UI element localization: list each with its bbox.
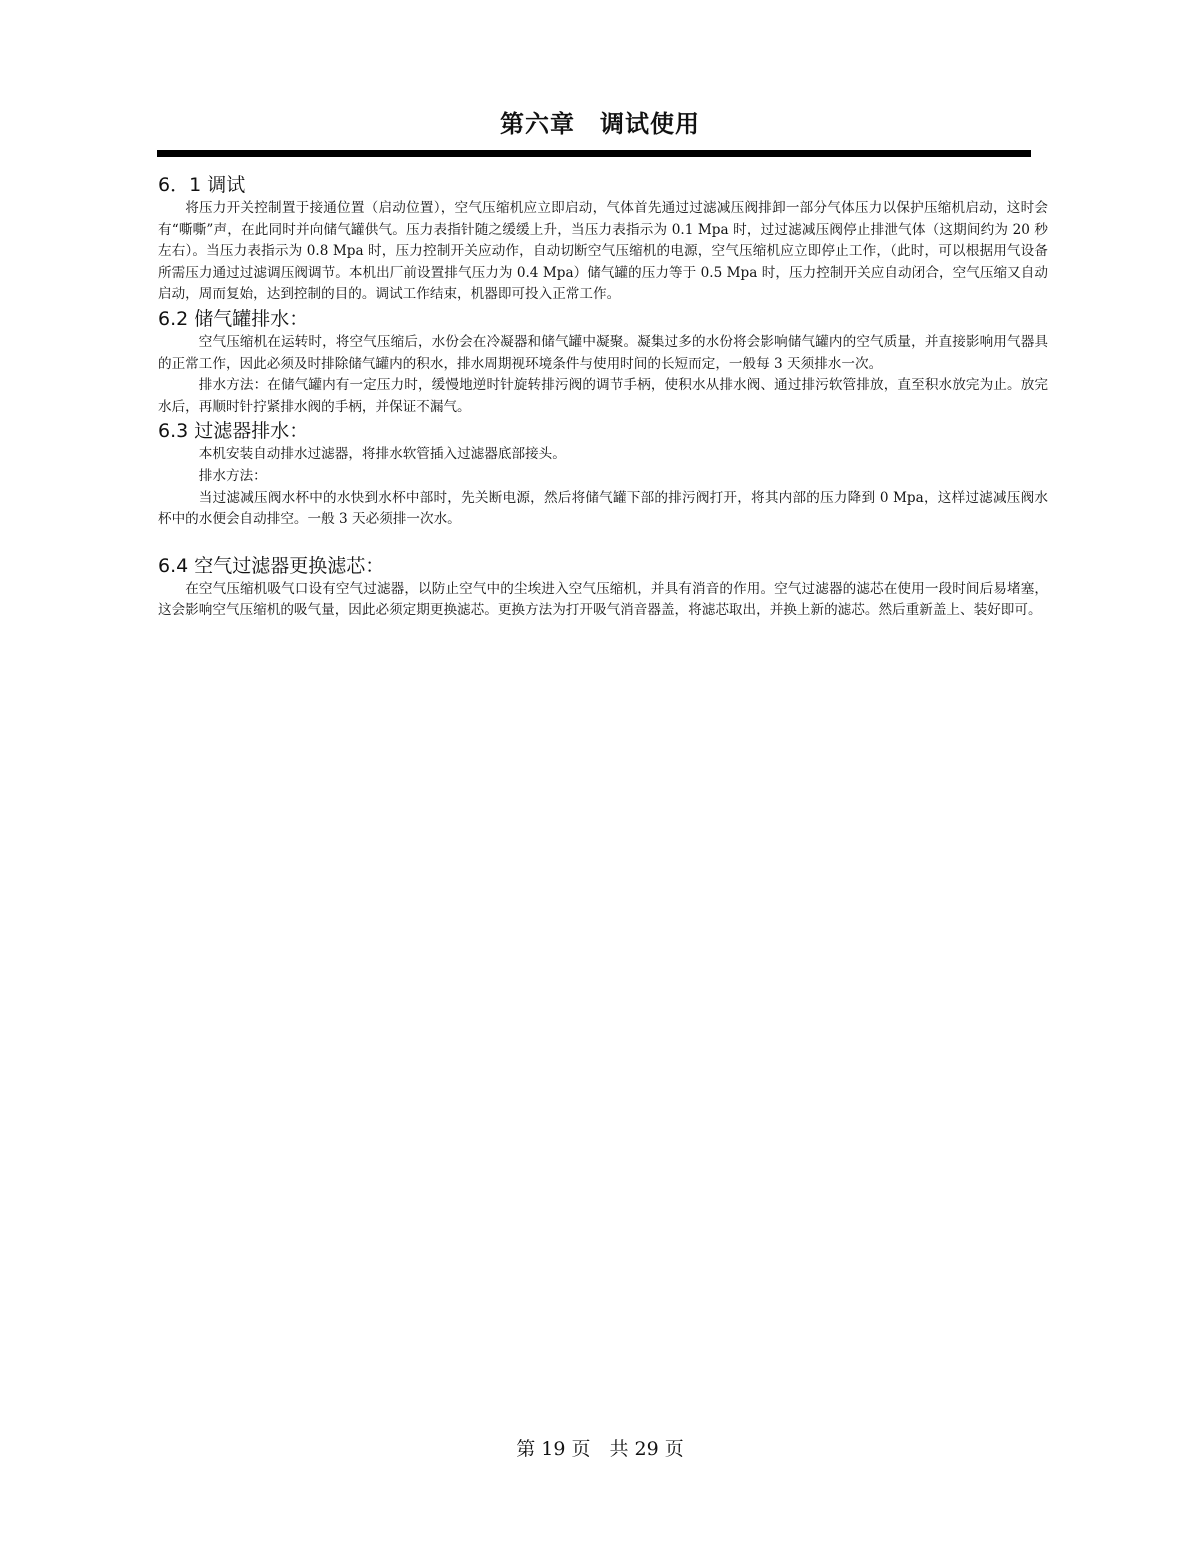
section-filter-replace [158,553,1048,622]
page-number-footer: 第 19 页 共 29 页 [516,1438,684,1460]
section-heading: 6.4 空气过滤器更换滤芯： [158,554,385,577]
paragraph: 本机安装自动排水过滤器，将排水软管插入过滤器底部接头。 [198,446,566,463]
paragraph: 排水方法： [198,467,267,484]
section-heading: 6.2 储气罐排水： [158,307,309,330]
paragraph: 将压力开关控制置于接通位置（启动位置），空气压缩机应立即启动，气体首先通过过滤减压阀排卸一部分气体压力以保护压缩机启动，这时会有“嘶嘶”声，在此同时并向储气罐供气。压力表指针随之缓缓上升，当压力表指示为 0.1 Mpa 时，过过滤减压阀停止排泄气体（这期间约为 20 秒左右）。当压力表指示为 0.8 Mpa 时，压力控制开关应动作，自动切断空气压缩机的电源，空气压缩机应立即停止工作，（此时，可以根据用气设备所需压力通过过滤调压阀调节。本机出厂前设置排气压力为 0.4 Mpa）储气罐的压力等于 0.5 Mpa 时，压力控制开关应自动闭合，空气压缩又自动启动，周而复始，达到控制的目的。调试工作结束，机器即可投入正常工作。 [158,200,1048,303]
section-tank-drain [158,306,1048,418]
section-heading: 6．1 调试 [158,174,246,196]
paragraph: 空气压缩机在运转时，将空气压缩后，水份会在冷凝器和储气罐中凝聚。凝集过多的水份将会影响储气罐内的空气质量，并直接影响用气器具的正常工作，因此必须及时排除储气罐内的积水，排水周期视环境条件与使用时间的长短而定，一般每 3 天须排水一次。 [158,333,1048,372]
section-heading: 6.3 过滤器排水： [158,420,309,443]
paragraph: 排水方法：在储气罐内有一定压力时，缓慢地逆时针旋转排污阀的调节手柄，使积水从排水阀、通过排污软管排放，直至积水放完为止。放完水后，再顺时针拧紧排水阀的手柄，并保证不漏气。 [158,377,1048,415]
document-body [158,172,1048,622]
chapter-title: 第六章 调试使用 [500,109,700,138]
title-divider [157,150,1031,157]
paragraph: 在空气压缩机吸气口设有空气过滤器，以防止空气中的尘埃进入空气压缩机，并具有消音的作用。空气过滤器的滤芯在使用一段时间后易堵塞，这会影响空气压缩机的吸气量，因此必须定期更换滤芯。更换方法为打开吸气消音器盖，将滤芯取出，并换上新的滤芯。然后重新盖上、装好即可。 [158,580,1048,619]
section-debugging [158,172,1048,306]
paragraph: 当过滤减压阀水杯中的水快到水杯中部时，先关断电源，然后将储气罐下部的排污阀打开，将其内部的压力降到 0 Mpa，这样过滤减压阀水杯中的水便会自动排空。一般 3 天必须排一次水。 [158,489,1048,528]
section-filter-drain [158,418,1048,530]
